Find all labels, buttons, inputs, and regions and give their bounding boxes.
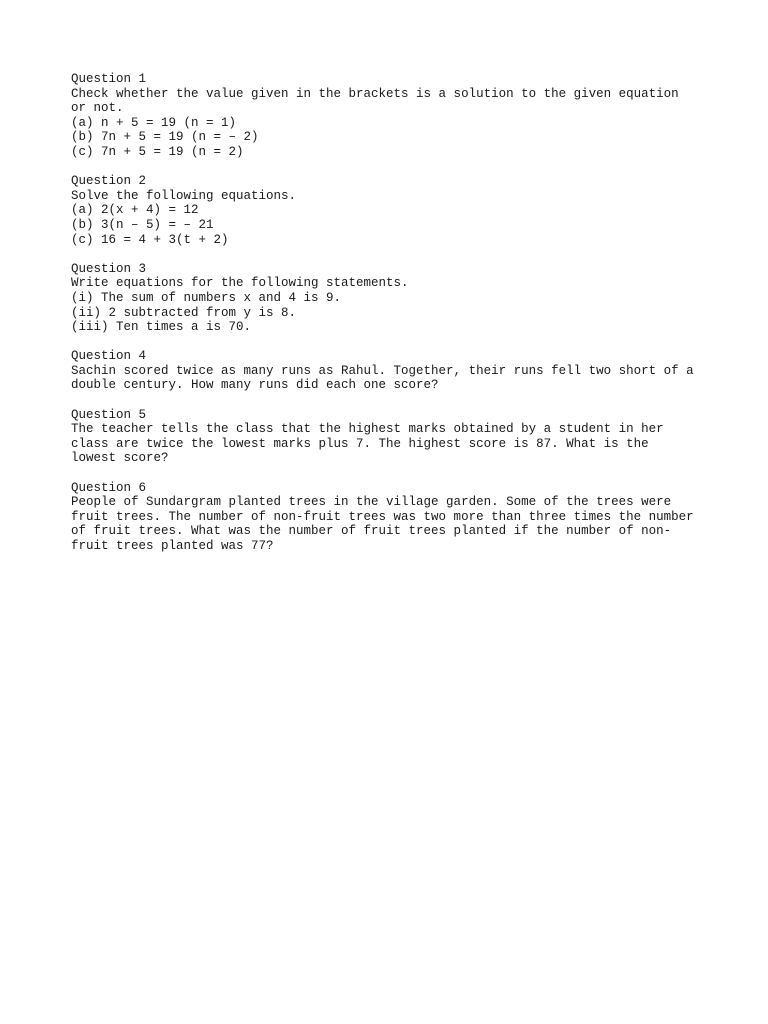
question-1 <box>71 72 731 160</box>
question-part-b: (b) 3(n – 5) = – 21 <box>71 217 214 232</box>
question-text: People of Sundargram planted trees in the village garden. Some of the trees were fruit trees. The number of non-fruit trees was two more than three times the number of fruit trees. What was the number of fruit trees planted if the number of non- fruit trees planted was 77? <box>71 495 694 553</box>
question-text: The teacher tells the class that the highest marks obtained by a student in her class are twice the lowest marks plus 7. The highest score is 87. What is the lowest score? <box>71 422 664 466</box>
question-part-iii: (iii) Ten times a is 70. <box>71 320 252 335</box>
question-6 <box>71 481 731 554</box>
question-title: Question 4 <box>71 349 147 364</box>
question-text: Check whether the value given in the brackets is a solution to the given equation or not. <box>71 86 679 116</box>
question-part-a: (a) n + 5 = 19 (n = 1) <box>71 115 237 130</box>
question-part-b: (b) 7n + 5 = 19 (n = – 2) <box>71 130 259 145</box>
question-part-ii: (ii) 2 subtracted from y is 8. <box>71 305 297 320</box>
question-title: Question 6 <box>71 480 147 495</box>
question-title: Question 1 <box>71 72 147 86</box>
question-5 <box>71 408 731 466</box>
question-title: Question 5 <box>71 407 147 422</box>
question-title: Question 2 <box>71 174 147 189</box>
question-2 <box>71 174 731 247</box>
question-part-c: (c) 7n + 5 = 19 (n = 2) <box>71 144 244 159</box>
question-part-i: (i) The sum of numbers x and 4 is 9. <box>71 290 342 305</box>
question-3 <box>71 262 731 335</box>
question-part-a: (a) 2(x + 4) = 12 <box>71 203 199 218</box>
document-page <box>71 72 731 568</box>
question-4 <box>71 349 731 393</box>
question-text: Solve the following equations. <box>71 188 297 203</box>
question-text: Write equations for the following statements. <box>71 276 409 291</box>
question-title: Question 3 <box>71 261 147 276</box>
question-part-c: (c) 16 = 4 + 3(t + 2) <box>71 232 229 247</box>
question-text: Sachin scored twice as many runs as Rahul. Together, their runs fell two short of a double century. How many runs did each one score? <box>71 363 694 393</box>
